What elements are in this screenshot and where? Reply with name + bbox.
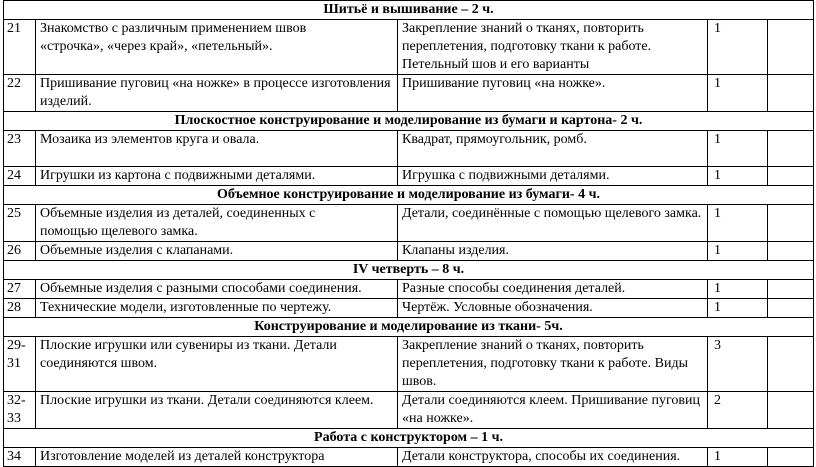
lesson-number: 22 — [4, 75, 36, 112]
lesson-date-cell — [768, 448, 814, 467]
lesson-date-cell — [768, 242, 814, 261]
lesson-hours: 1 — [708, 75, 768, 112]
lesson-date-cell — [768, 280, 814, 299]
table-row — [4, 75, 814, 112]
lesson-topic: Плоские игрушки или сувениры из ткани. Детали соединяются швом. — [36, 337, 398, 392]
lesson-content: Чертёж. Условные обозначения. — [398, 299, 708, 318]
lesson-topic: Мозаика из элементов круга и овала. — [36, 131, 398, 167]
lesson-date-cell — [768, 337, 814, 392]
lesson-content: Пришивание пуговиц «на ножке». — [398, 75, 708, 112]
lesson-content: Разные способы соединения деталей. — [398, 280, 708, 299]
table-row — [4, 131, 814, 167]
lesson-number: 34 — [4, 448, 36, 467]
table-row — [4, 280, 814, 299]
lesson-hours: 1 — [708, 280, 768, 299]
lesson-content: Игрушка с подвижными деталями. — [398, 167, 708, 186]
lesson-date-cell — [768, 392, 814, 429]
section-title: Объемное конструирование и моделирование из бумаги- 4 ч. — [4, 186, 814, 205]
lesson-topic: Объемные изделия с клапанами. — [36, 242, 398, 261]
lesson-number: 21 — [4, 20, 36, 75]
section-header-row — [4, 112, 814, 131]
table-row — [4, 337, 814, 392]
lesson-topic: Плоские игрушки из ткани. Детали соединяются клеем. — [36, 392, 398, 429]
lesson-date-cell — [768, 131, 814, 167]
lesson-hours: 1 — [708, 20, 768, 75]
lesson-content: Детали, соединённые с помощью щелевого замка. — [398, 205, 708, 242]
lesson-topic: Игрушки из картона с подвижными деталями. — [36, 167, 398, 186]
lesson-topic: Изготовление моделей из деталей конструктора — [36, 448, 398, 467]
lesson-date-cell — [768, 167, 814, 186]
lesson-content: Закрепление знаний о тканях, повторить переплетения, подготовку ткани к работе. Виды швов. — [398, 337, 708, 392]
lesson-hours: 1 — [708, 242, 768, 261]
lesson-date-cell — [768, 205, 814, 242]
lesson-hours: 1 — [708, 448, 768, 467]
lesson-number: 24 — [4, 167, 36, 186]
lesson-hours: 1 — [708, 167, 768, 186]
lesson-hours: 1 — [708, 205, 768, 242]
lesson-topic: Знакомство с различным применением швов «строчка», «через край», «петельный». — [36, 20, 398, 75]
section-header-row — [4, 1, 814, 20]
lesson-content: Закрепление знаний о тканях, повторить переплетения, подготовку ткани к работе. Петельный шов и его варианты — [398, 20, 708, 75]
lesson-topic: Объемные изделия из деталей, соединенных с помощью щелевого замка. — [36, 205, 398, 242]
section-title: Работа с конструктором – 1 ч. — [4, 429, 814, 448]
lesson-hours: 2 — [708, 392, 768, 429]
lesson-number: 27 — [4, 280, 36, 299]
table-row — [4, 242, 814, 261]
lesson-hours: 1 — [708, 131, 768, 167]
section-header-row — [4, 429, 814, 448]
lesson-number: 25 — [4, 205, 36, 242]
section-header-row — [4, 318, 814, 337]
lesson-date-cell — [768, 299, 814, 318]
lesson-content: Квадрат, прямоугольник, ромб. — [398, 131, 708, 167]
lesson-date-cell — [768, 20, 814, 75]
lesson-topic: Объемные изделия с разными способами соединения. — [36, 280, 398, 299]
lesson-number: 26 — [4, 242, 36, 261]
lesson-date-cell — [768, 75, 814, 112]
section-title: Конструирование и моделирование из ткани- 5ч. — [4, 318, 814, 337]
section-title: Шитьё и вышивание – 2 ч. — [4, 1, 814, 20]
section-header-row — [4, 261, 814, 280]
lesson-topic: Пришивание пуговиц «на ножке» в процессе изготовления изделий. — [36, 75, 398, 112]
section-title: IV четверть – 8 ч. — [4, 261, 814, 280]
lesson-number: 29-31 — [4, 337, 36, 392]
lesson-topic: Технические модели, изготовленные по чертежу. — [36, 299, 398, 318]
table-row — [4, 167, 814, 186]
lesson-content: Клапаны изделия. — [398, 242, 708, 261]
lesson-content: Детали конструктора, способы их соединения. — [398, 448, 708, 467]
lesson-content: Детали соединяются клеем. Пришивание пуговиц «на ножке». — [398, 392, 708, 429]
table-row — [4, 20, 814, 75]
table-row — [4, 205, 814, 242]
lesson-hours: 3 — [708, 337, 768, 392]
table-row — [4, 448, 814, 467]
lesson-number: 32-33 — [4, 392, 36, 429]
lesson-number: 28 — [4, 299, 36, 318]
table-row — [4, 299, 814, 318]
section-header-row — [4, 186, 814, 205]
table-row — [4, 392, 814, 429]
section-title: Плоскостное конструирование и моделирование из бумаги и картона- 2 ч. — [4, 112, 814, 131]
lesson-number: 23 — [4, 131, 36, 167]
lesson-plan-table — [3, 0, 814, 467]
lesson-hours: 1 — [708, 299, 768, 318]
